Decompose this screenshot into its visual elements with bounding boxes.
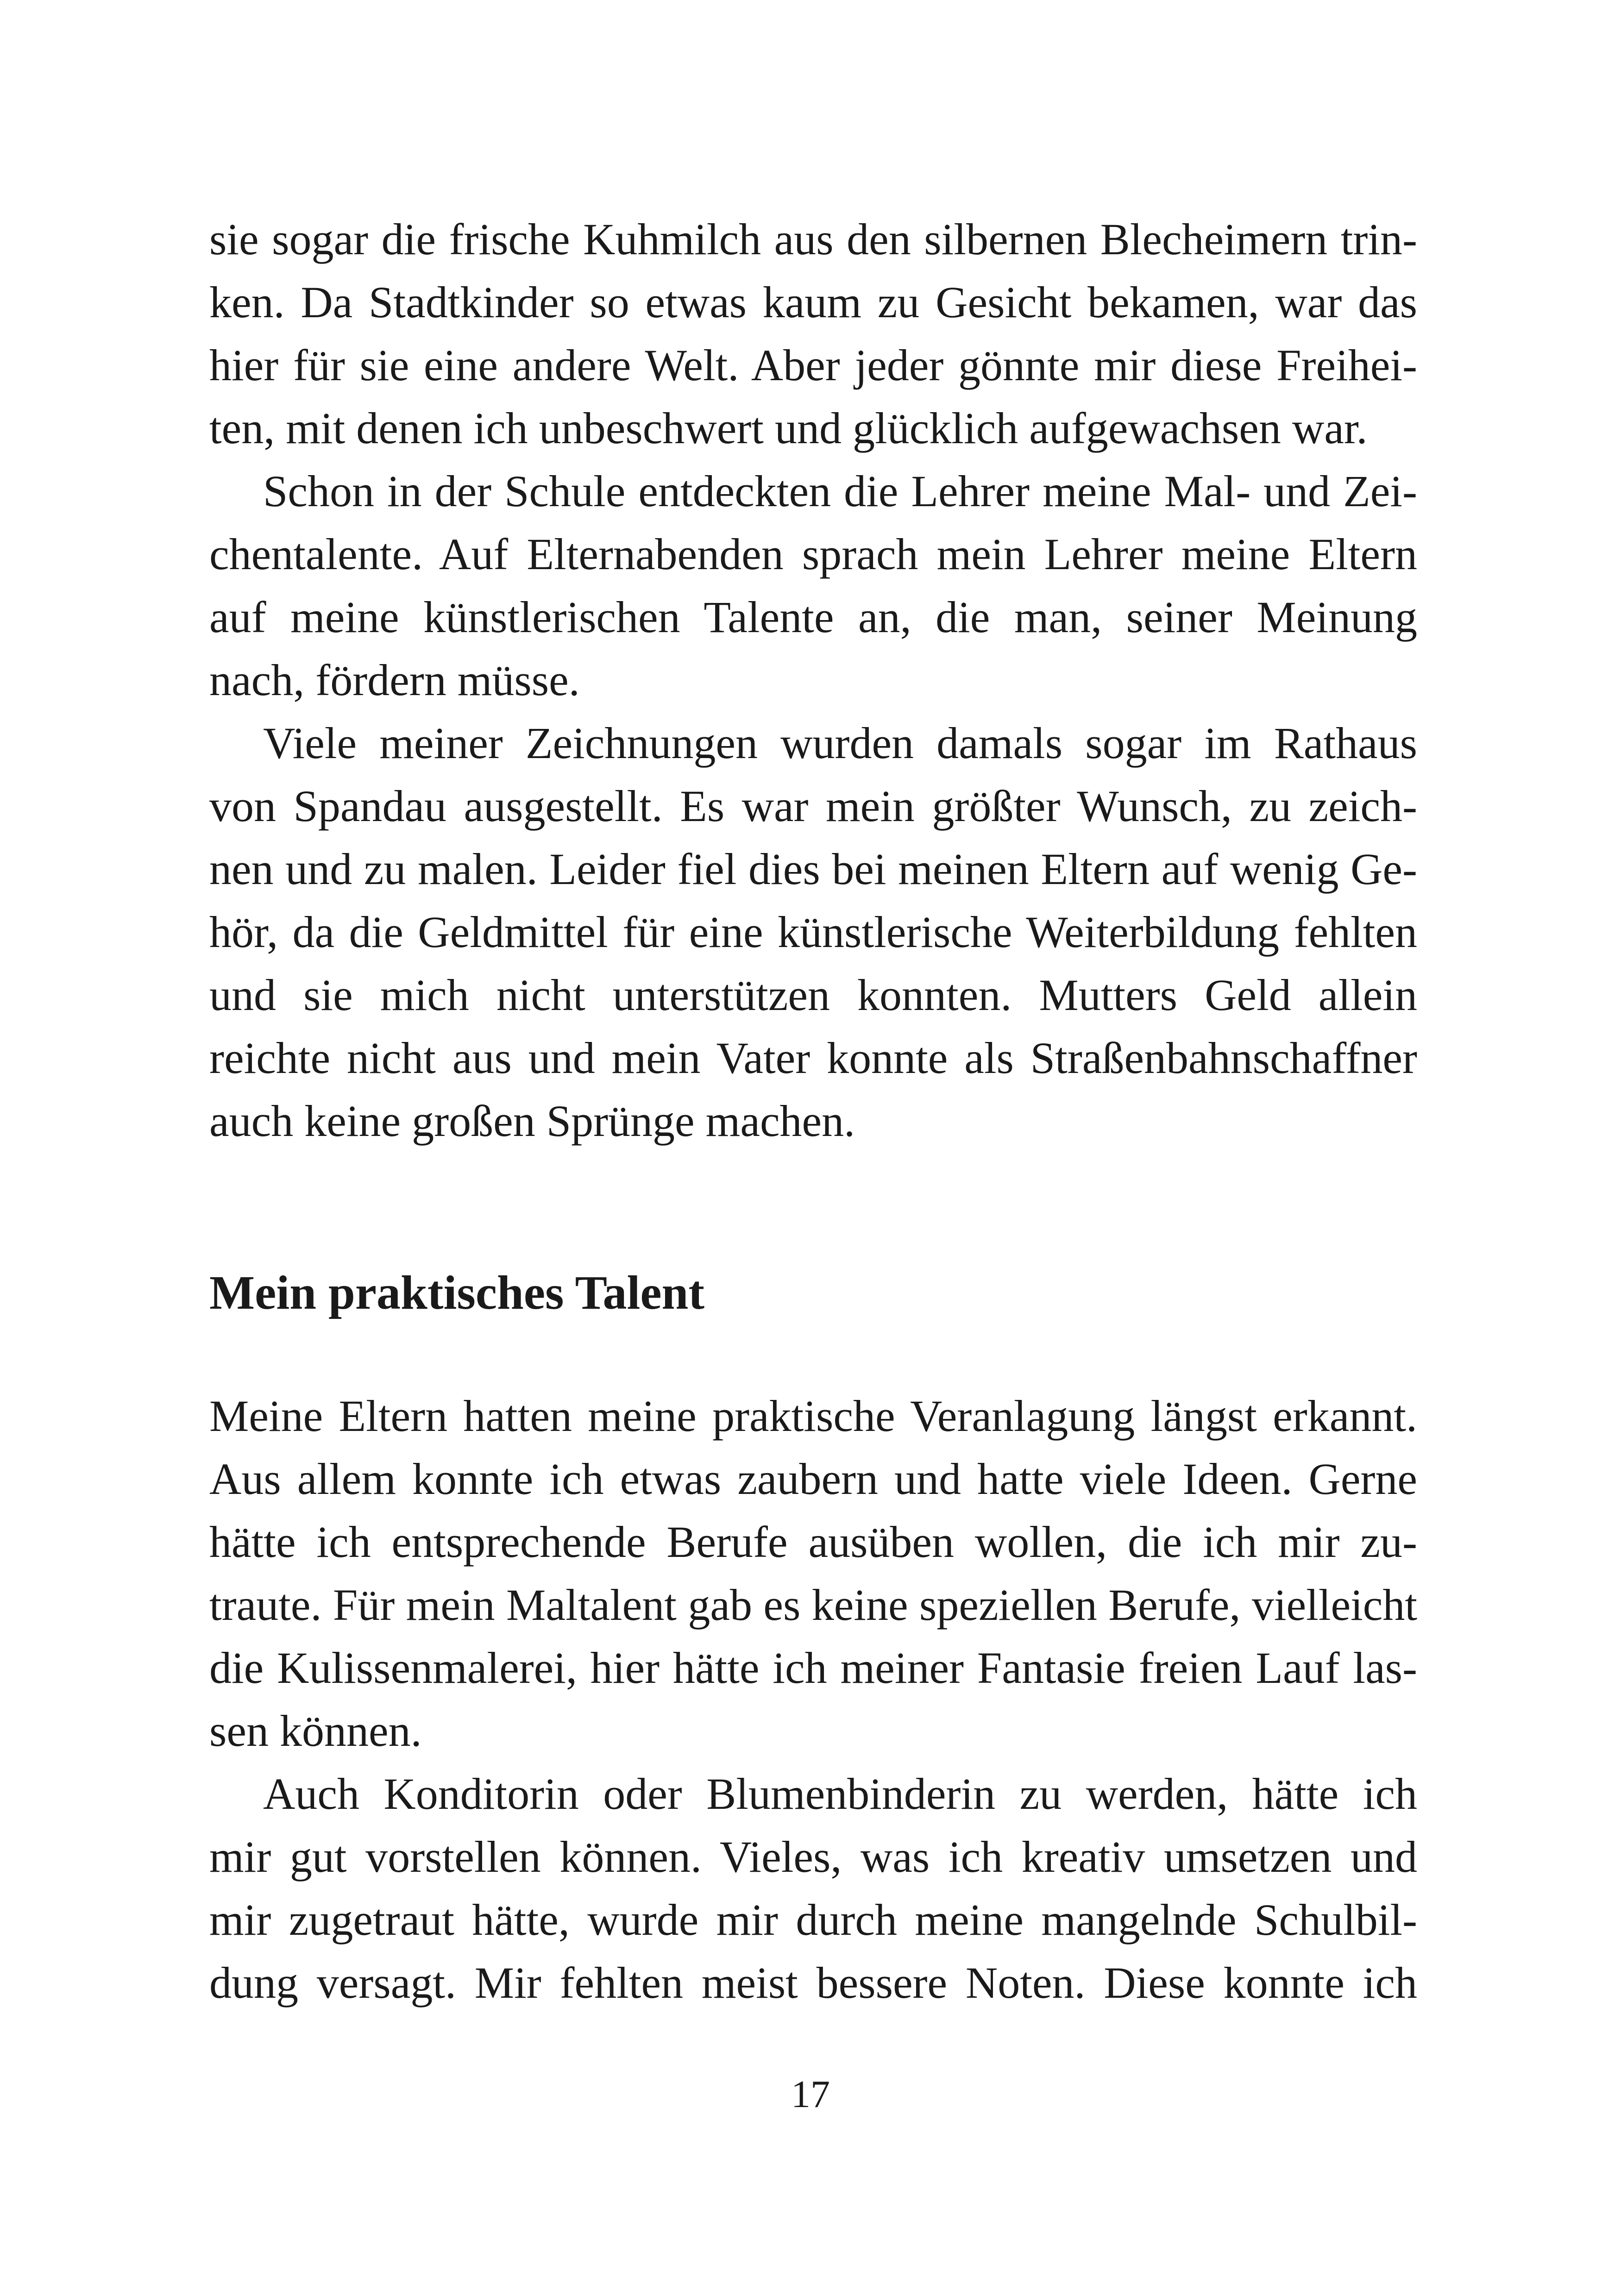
text-line: die Kulissenmalerei, hier hätte ich meiner Fantasie freien Lauf las- — [209, 1643, 1417, 1693]
text-line: Viele meiner Zeichnungen wurden damals sogar im Rathaus — [263, 718, 1417, 768]
page-number: 17 — [791, 2073, 830, 2116]
text-line: ken. Da Stadtkinder so etwas kaum zu Gesicht bekamen, war das — [209, 277, 1417, 327]
text-line: auch keine großen Sprünge machen. — [209, 1096, 855, 1146]
text-line: mir zugetraut hätte, wurde mir durch meine mangelnde Schulbil- — [209, 1895, 1417, 1945]
text-line: nach, fördern müsse. — [209, 655, 580, 705]
text-line: ten, mit denen ich unbeschwert und glücklich aufgewachsen war. — [209, 403, 1368, 453]
text-line: Schon in der Schule entdeckten die Lehrer meine Mal- und Zei- — [263, 466, 1417, 516]
body-text-top — [209, 208, 1417, 1153]
text-line: sen können. — [209, 1706, 422, 1756]
text-line: traute. Für mein Maltalent gab es keine speziellen Berufe, vielleicht — [209, 1580, 1417, 1630]
section-heading: Mein praktisches Talent — [209, 1266, 704, 1319]
text-line: hätte ich entsprechende Berufe ausüben wollen, die ich mir zu- — [209, 1517, 1417, 1567]
text-line: auf meine künstlerischen Talente an, die man, seiner Meinung — [209, 592, 1417, 642]
text-line: Aus allem konnte ich etwas zaubern und hatte viele Ideen. Gerne — [209, 1454, 1417, 1504]
body-text-bottom — [209, 1385, 1417, 2014]
text-line: Auch Konditorin oder Blumenbinderin zu werden, hätte ich — [263, 1769, 1417, 1819]
text-line: hier für sie eine andere Welt. Aber jeder gönnte mir diese Freihei- — [209, 340, 1417, 390]
text-line: von Spandau ausgestellt. Es war mein größter Wunsch, zu zeich- — [209, 781, 1417, 831]
text-line: sie sogar die frische Kuhmilch aus den silbernen Blecheimern trin- — [209, 214, 1417, 264]
text-line: Meine Eltern hatten meine praktische Veranlagung längst erkannt. — [209, 1391, 1417, 1441]
text-line: reichte nicht aus und mein Vater konnte als Straßenbahnschaffner — [209, 1033, 1417, 1083]
text-line: dung versagt. Mir fehlten meist bessere Noten. Diese konnte ich — [209, 1958, 1417, 2007]
text-line: chentalente. Auf Elternabenden sprach mein Lehrer meine Eltern — [209, 529, 1417, 579]
text-line: mir gut vorstellen können. Vieles, was ich kreativ umsetzen und — [209, 1832, 1417, 1882]
text-line: und sie mich nicht unterstützen konnten. Mutters Geld allein — [209, 970, 1417, 1020]
text-line: hör, da die Geldmittel für eine künstlerische Weiterbildung fehlten — [209, 907, 1417, 957]
text-line: nen und zu malen. Leider fiel dies bei meinen Eltern auf wenig Ge- — [209, 844, 1417, 894]
